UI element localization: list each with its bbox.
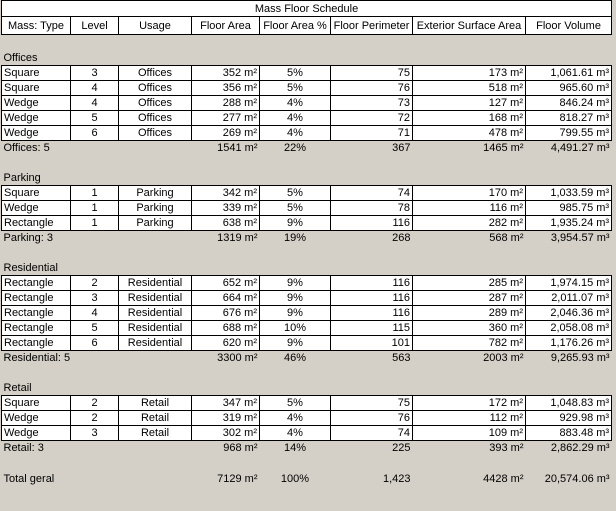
cell-floor-volume[interactable]: 965.60 m³ [526,81,612,96]
table-row[interactable] [2,81,612,96]
column-header-floor-perimeter[interactable]: Floor Perimeter [331,17,413,35]
summary-floor-area-pct: 22% [283,142,307,154]
column-header-row [2,17,612,35]
cell-floor-area-pct[interactable]: 4% [260,426,331,441]
summary-usage [119,231,192,246]
cell-floor-area-pct[interactable]: 5% [260,66,331,81]
cell-mass-type[interactable]: Rectangle [2,276,71,291]
cell-level[interactable]: 1 [71,186,119,201]
cell-exterior-surface-area[interactable]: 170 m² [413,186,526,201]
cell-mass-type[interactable]: Rectangle [2,336,71,351]
cell-usage[interactable]: Offices [119,66,192,81]
table-row[interactable] [2,411,612,426]
cell-exterior-surface-area[interactable]: 289 m² [413,306,526,321]
cell-floor-area-pct[interactable]: 9% [260,291,331,306]
cell-usage[interactable]: Residential [119,306,192,321]
cell-floor-perimeter[interactable]: 72 [331,111,413,126]
table-row[interactable] [2,336,612,351]
cell-floor-perimeter[interactable]: 73 [331,96,413,111]
cell-exterior-surface-area[interactable]: 782 m² [413,336,526,351]
cell-level[interactable]: 2 [71,396,119,411]
group-summary-row [2,231,612,246]
cell-floor-perimeter[interactable]: 116 [331,291,413,306]
cell-exterior-surface-area[interactable]: 172 m² [413,396,526,411]
group-header [2,261,612,276]
group-summary-row [2,351,612,366]
cell-usage[interactable]: Parking [119,186,192,201]
cell-level[interactable]: 6 [71,336,119,351]
summary-exterior-surface-area: 1465 m² [483,142,524,154]
cell-floor-perimeter[interactable]: 71 [331,126,413,141]
total-exterior-surface-area: 4428 m² [483,473,524,485]
cell-floor-area[interactable]: 288 m² [192,96,260,111]
cell-level[interactable]: 3 [71,291,119,306]
cell-level[interactable]: 4 [71,81,119,96]
cell-mass-type[interactable]: Rectangle [2,291,71,306]
summary-level [71,351,119,366]
table-row[interactable] [2,321,612,336]
table-row[interactable] [2,96,612,111]
group-name: Residential [3,262,58,274]
cell-floor-area-pct[interactable]: 5% [260,186,331,201]
cell-floor-area-pct[interactable]: 4% [260,111,331,126]
cell-floor-volume[interactable]: 1,048.83 m³ [526,396,612,411]
cell-level[interactable]: 5 [71,321,119,336]
cell-exterior-surface-area[interactable]: 112 m² [413,411,526,426]
cell-level[interactable]: 6 [71,126,119,141]
cell-floor-volume[interactable]: 2,046.36 m³ [526,306,612,321]
cell-level[interactable]: 3 [71,426,119,441]
cell-mass-type[interactable]: Wedge [2,96,71,111]
summary-floor-area: 968 m² [223,442,258,454]
cell-floor-perimeter[interactable]: 76 [331,81,413,96]
cell-usage[interactable]: Retail [119,396,192,411]
summary-exterior-surface-area: 393 m² [489,442,524,454]
cell-mass-type[interactable]: Wedge [2,201,71,216]
cell-floor-perimeter[interactable]: 75 [331,396,413,411]
cell-usage[interactable]: Residential [119,276,192,291]
summary-level [71,141,119,156]
cell-usage[interactable]: Offices [119,111,192,126]
summary-floor-area: 3300 m² [217,352,258,364]
cell-exterior-surface-area[interactable]: 518 m² [413,81,526,96]
cell-floor-area[interactable]: 688 m² [192,321,260,336]
group-spacer [2,455,612,471]
summary-level [71,231,119,246]
cell-floor-area[interactable]: 342 m² [192,186,260,201]
total-level [71,471,119,487]
table-row[interactable] [2,396,612,411]
cell-mass-type[interactable]: Wedge [2,426,71,441]
group-header [2,381,612,396]
cell-floor-volume[interactable]: 1,935.24 m³ [526,216,612,231]
cell-usage[interactable]: Residential [119,291,192,306]
summary-mass-type: Residential: 5 [3,352,71,364]
cell-floor-area[interactable]: 638 m² [192,216,260,231]
summary-floor-perimeter: 268 [392,232,411,244]
group-name: Offices [3,52,38,64]
cell-floor-area-pct[interactable]: 9% [260,276,331,291]
cell-floor-volume[interactable]: 985.75 m³ [526,201,612,216]
cell-mass-type[interactable]: Square [2,66,71,81]
cell-mass-type[interactable]: Wedge [2,411,71,426]
summary-usage [119,351,192,366]
cell-floor-volume[interactable]: 1,061.61 m³ [526,66,612,81]
cell-floor-area[interactable]: 347 m² [192,396,260,411]
summary-level [71,441,119,456]
cell-floor-area[interactable]: 269 m² [192,126,260,141]
cell-usage[interactable]: Retail [119,411,192,426]
cell-floor-area[interactable]: 352 m² [192,66,260,81]
summary-mass-type: Retail: 3 [3,442,44,454]
column-header-mass-type[interactable]: Mass: Type [2,17,71,35]
column-header-usage[interactable]: Usage [119,17,192,35]
cell-floor-volume[interactable]: 799.55 m³ [526,126,612,141]
summary-usage [119,441,192,456]
cell-mass-type[interactable]: Rectangle [2,321,71,336]
grand-total-row [2,471,612,487]
cell-floor-area[interactable]: 652 m² [192,276,260,291]
table-row[interactable] [2,186,612,201]
cell-floor-area-pct[interactable]: 10% [260,321,331,336]
cell-exterior-surface-area[interactable]: 478 m² [413,126,526,141]
summary-exterior-surface-area: 2003 m² [483,352,524,364]
cell-floor-area[interactable]: 339 m² [192,201,260,216]
cell-floor-area[interactable]: 620 m² [192,336,260,351]
group-summary-row [2,441,612,456]
column-header-level[interactable]: Level [71,17,119,35]
cell-usage[interactable]: Offices [119,96,192,111]
cell-floor-area[interactable]: 302 m² [192,426,260,441]
cell-floor-area-pct[interactable]: 9% [260,216,331,231]
cell-mass-type[interactable]: Square [2,186,71,201]
total-mass-type: Total geral [3,473,55,485]
table-row[interactable] [2,126,612,141]
summary-mass-type: Parking: 3 [3,232,54,244]
summary-exterior-surface-area: 568 m² [489,232,524,244]
cell-level[interactable]: 1 [71,216,119,231]
cell-floor-area-pct[interactable]: 4% [260,126,331,141]
cell-floor-volume[interactable]: 1,033.59 m³ [526,186,612,201]
summary-mass-type: Offices: 5 [3,142,50,154]
cell-floor-area[interactable]: 356 m² [192,81,260,96]
cell-mass-type[interactable]: Wedge [2,126,71,141]
cell-floor-perimeter[interactable]: 75 [331,66,413,81]
summary-floor-area-pct: 19% [283,232,307,244]
cell-floor-volume[interactable]: 2,058.08 m³ [526,321,612,336]
group-name: Retail [3,382,32,394]
cell-exterior-surface-area[interactable]: 116 m² [413,201,526,216]
summary-floor-volume: 3,954.57 m³ [550,232,610,244]
total-floor-area: 7129 m² [217,473,258,485]
summary-floor-volume: 2,862.29 m³ [550,442,610,454]
summary-floor-area-pct: 46% [283,352,307,364]
table-row[interactable] [2,216,612,231]
cell-floor-perimeter[interactable]: 76 [331,411,413,426]
cell-mass-type[interactable]: Rectangle [2,306,71,321]
total-floor-area-pct: 100% [280,473,310,485]
cell-floor-volume[interactable]: 818.27 m³ [526,111,612,126]
cell-usage[interactable]: Retail [119,426,192,441]
cell-level[interactable]: 4 [71,306,119,321]
group-spacer [2,365,612,381]
group-spacer [2,155,612,171]
table-row[interactable] [2,111,612,126]
schedule-title: Mass Floor Schedule [2,1,612,17]
cell-exterior-surface-area[interactable]: 109 m² [413,426,526,441]
group-spacer [2,245,612,261]
cell-floor-perimeter[interactable]: 74 [331,426,413,441]
cell-floor-perimeter[interactable]: 74 [331,186,413,201]
summary-floor-volume: 9,265.93 m³ [550,352,610,364]
cell-exterior-surface-area[interactable]: 173 m² [413,66,526,81]
summary-floor-area-pct: 14% [283,442,307,454]
cell-exterior-surface-area[interactable]: 282 m² [413,216,526,231]
summary-floor-area: 1541 m² [217,142,258,154]
cell-exterior-surface-area[interactable]: 127 m² [413,96,526,111]
cell-floor-volume[interactable]: 883.48 m³ [526,426,612,441]
cell-floor-area-pct[interactable]: 5% [260,396,331,411]
cell-floor-area-pct[interactable]: 9% [260,306,331,321]
cell-usage[interactable]: Residential [119,321,192,336]
cell-exterior-surface-area[interactable]: 285 m² [413,276,526,291]
cell-floor-area-pct[interactable]: 5% [260,81,331,96]
cell-usage[interactable]: Offices [119,81,192,96]
cell-floor-perimeter[interactable]: 101 [331,336,413,351]
cell-usage[interactable]: Residential [119,336,192,351]
mass-floor-schedule-table [1,0,612,487]
cell-floor-area[interactable]: 319 m² [192,411,260,426]
column-header-floor-volume[interactable]: Floor Volume [526,17,612,35]
cell-level[interactable]: 2 [71,411,119,426]
table-row[interactable] [2,291,612,306]
cell-mass-type[interactable]: Square [2,81,71,96]
cell-floor-area-pct[interactable]: 4% [260,96,331,111]
summary-floor-area: 1319 m² [217,232,258,244]
cell-floor-area-pct[interactable]: 4% [260,411,331,426]
cell-floor-perimeter[interactable]: 116 [331,216,413,231]
cell-mass-type[interactable]: Wedge [2,111,71,126]
cell-level[interactable]: 5 [71,111,119,126]
group-header [2,171,612,186]
cell-usage[interactable]: Parking [119,201,192,216]
total-floor-perimeter: 1,423 [382,473,411,485]
table-row[interactable] [2,306,612,321]
cell-exterior-surface-area[interactable]: 168 m² [413,111,526,126]
column-header-floor-area[interactable]: Floor Area [192,17,260,35]
group-summary-row [2,141,612,156]
group-header [2,51,612,66]
cell-floor-volume[interactable]: 1,176.26 m³ [526,336,612,351]
cell-floor-area[interactable]: 676 m² [192,306,260,321]
cell-mass-type[interactable]: Square [2,396,71,411]
cell-floor-area-pct[interactable]: 9% [260,336,331,351]
cell-level[interactable]: 3 [71,66,119,81]
cell-mass-type[interactable]: Rectangle [2,216,71,231]
cell-level[interactable]: 4 [71,96,119,111]
summary-floor-perimeter: 367 [392,142,411,154]
column-header-exterior-surface-area[interactable]: Exterior Surface Area [413,17,526,35]
table-row[interactable] [2,201,612,216]
cell-floor-volume[interactable]: 929.98 m³ [526,411,612,426]
cell-floor-perimeter[interactable]: 116 [331,276,413,291]
cell-usage[interactable]: Parking [119,216,192,231]
cell-level[interactable]: 1 [71,201,119,216]
summary-floor-perimeter: 563 [392,352,411,364]
summary-usage [119,141,192,156]
cell-usage[interactable]: Offices [119,126,192,141]
cell-exterior-surface-area[interactable]: 287 m² [413,291,526,306]
cell-floor-area[interactable]: 664 m² [192,291,260,306]
cell-floor-perimeter[interactable]: 115 [331,321,413,336]
cell-floor-volume[interactable]: 846.24 m³ [526,96,612,111]
group-spacer [2,35,612,52]
table-row[interactable] [2,426,612,441]
schedule-title-row [2,1,612,17]
cell-floor-perimeter[interactable]: 116 [331,306,413,321]
table-row[interactable] [2,66,612,81]
cell-floor-volume[interactable]: 2,011.07 m³ [526,291,612,306]
group-name: Parking [3,172,41,184]
cell-floor-area-pct[interactable]: 5% [260,201,331,216]
table-row[interactable] [2,276,612,291]
cell-floor-volume[interactable]: 1,974.15 m³ [526,276,612,291]
summary-floor-perimeter: 225 [392,442,411,454]
summary-floor-volume: 4,491.27 m³ [550,142,610,154]
cell-floor-area[interactable]: 277 m² [192,111,260,126]
column-header-floor-area-pct[interactable]: Floor Area % [260,17,331,35]
total-usage [119,471,192,487]
cell-level[interactable]: 2 [71,276,119,291]
cell-floor-perimeter[interactable]: 78 [331,201,413,216]
total-floor-volume: 20,574.06 m³ [544,473,610,485]
cell-exterior-surface-area[interactable]: 360 m² [413,321,526,336]
